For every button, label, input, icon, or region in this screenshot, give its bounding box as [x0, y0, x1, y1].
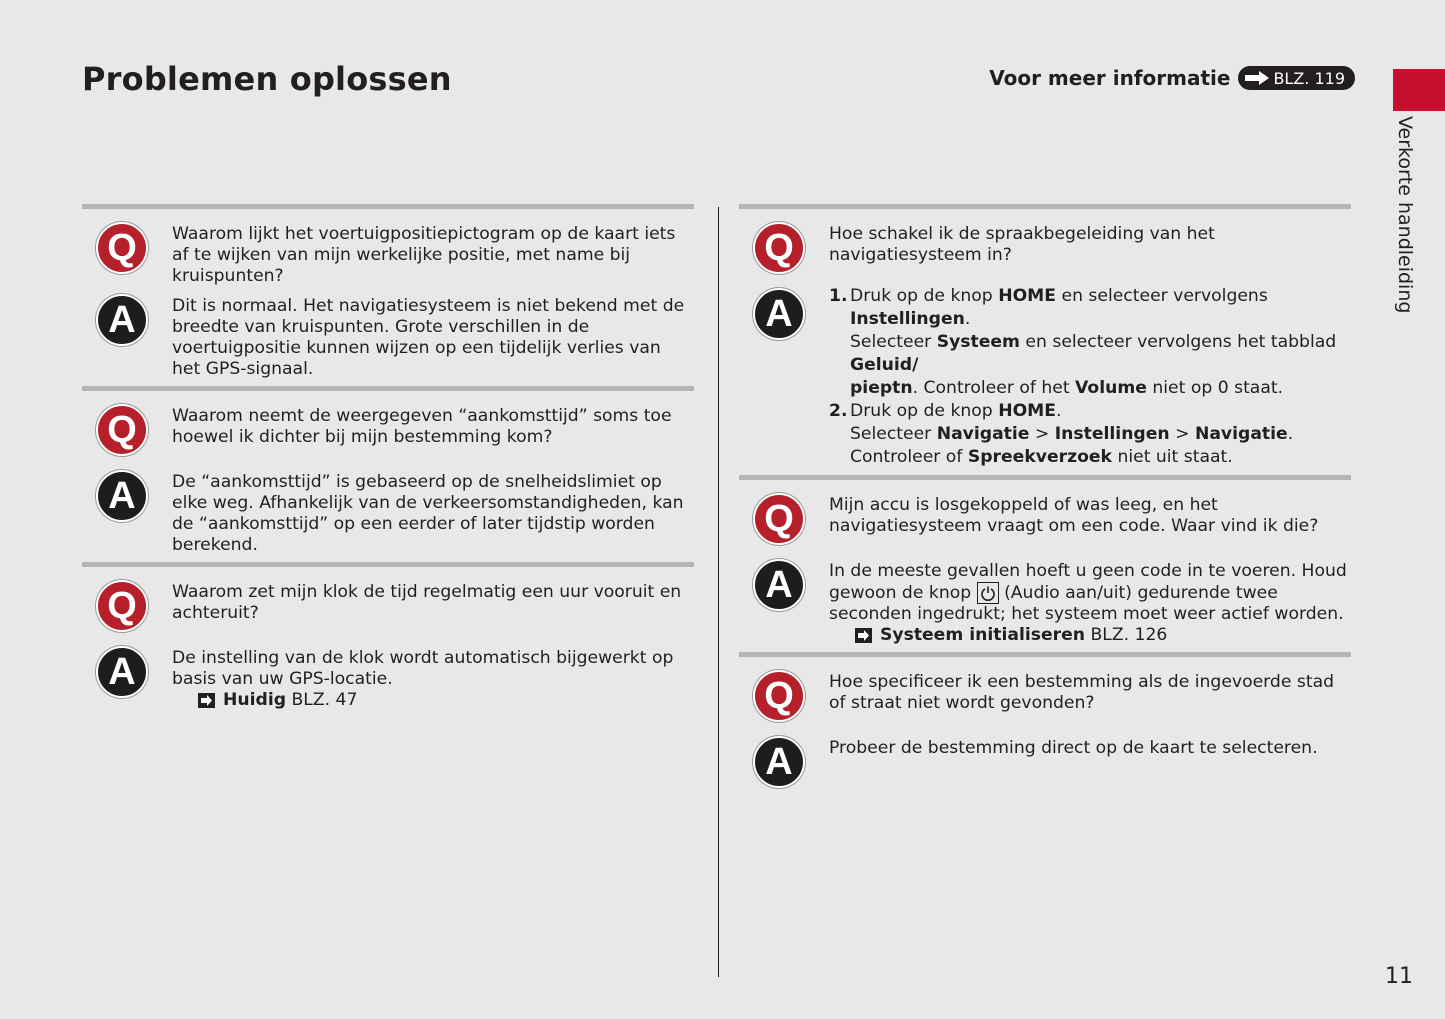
power-icon	[977, 582, 999, 604]
left-column	[82, 204, 694, 717]
step-item: 1. Druk op de knop HOME en selecteer vervolgens Instellingen. Selecteer Systeem en selecteer vervolgens het tabblad Geluid/ pieptn. Controleer of het Volume niet op 0 staat.	[829, 286, 1337, 398]
question-text: Mijn accu is losgekoppeld of was leeg, en het navigatiesysteem vraagt om een code. Waar vind ik die?	[829, 495, 1319, 536]
qa-item	[739, 475, 1351, 652]
right-column	[739, 204, 1351, 801]
answer-icon: A	[96, 470, 148, 522]
qa-item	[82, 386, 694, 562]
answer-text: De instelling van de klok wordt automatisch bijgewerkt op basis van uw GPS-locatie.	[172, 648, 674, 689]
question-icon: Q	[753, 493, 805, 545]
answer-text: In de meeste gevallen hoeft u geen code in te voeren. Houd gewoon de knop (Audio aan/uit) gedurende twee seconden ingedrukt; het systeem moet weer actief worden.	[829, 561, 1347, 624]
reference-title: Huidig	[223, 690, 287, 710]
reference-arrow-icon	[198, 693, 215, 708]
step-item: 2. Druk op de knop HOME. Selecteer Navigatie > Instellingen > Navigatie. Controleer of Spreekverzoek niet uit staat.	[829, 401, 1294, 467]
reference-page: BLZ. 126	[1090, 625, 1168, 645]
question-icon: Q	[753, 670, 805, 722]
page-title: Problemen oplossen	[82, 60, 452, 98]
more-info-label: Voor meer informatie	[989, 66, 1231, 90]
qa-item	[739, 652, 1351, 801]
qa-item	[739, 204, 1351, 475]
reference-arrow-icon	[855, 628, 872, 643]
more-info-reference[interactable]	[989, 66, 1355, 90]
answer-text: Probeer de bestemming direct op de kaart te selecteren.	[829, 738, 1318, 758]
qa-item	[82, 562, 694, 717]
cross-reference-link[interactable]	[829, 625, 1351, 646]
question-text: Waarom zet mijn klok de tijd regelmatig een uur vooruit en achteruit?	[172, 582, 682, 623]
question-text: Waarom lijkt het voertuigpositiepictogram op de kaart iets af te wijken van mijn werkelijke positie, met name bij kruispunten?	[172, 224, 676, 286]
step-number: 1.	[829, 286, 848, 306]
arrow-right-icon	[1244, 71, 1270, 85]
question-text: Hoe specificeer ik een bestemming als de ingevoerde stad of straat niet wordt gevonden?	[829, 672, 1335, 713]
answer-icon: A	[96, 294, 148, 346]
answer-icon: A	[753, 736, 805, 788]
question-icon: Q	[96, 404, 148, 456]
answer-text: Dit is normaal. Het navigatiesysteem is niet bekend met de breedte van kruispunten. Grote verschillen in de voertuigpositie kunnen wijzen op een tijdelijk verlies van het GPS-signaal.	[172, 296, 685, 379]
reference-title: Systeem initialiseren	[880, 625, 1085, 645]
question-text: Waarom neemt de weergegeven “aankomsttijd” soms toe hoewel ik dichter bij mijn bestemming kom?	[172, 406, 672, 447]
question-icon: Q	[96, 580, 148, 632]
answer-icon: A	[96, 646, 148, 698]
question-icon: Q	[96, 222, 148, 274]
answer-text: De “aankomsttijd” is gebaseerd op de snelheidslimiet op elke weg. Afhankelijk van de verkeersomstandigheden, kan de “aankomsttijd” op een eerder of later tijdstip worden berekend.	[172, 472, 684, 555]
page-number: 11	[1385, 964, 1413, 989]
reference-page: BLZ. 47	[291, 690, 358, 710]
page-ref-label: BLZ. 119	[1273, 68, 1345, 88]
step-number: 2.	[829, 401, 848, 421]
steps-list	[829, 285, 1351, 469]
question-text: Hoe schakel ik de spraakbegeleiding van het navigatiesysteem in?	[829, 224, 1215, 265]
cross-reference-link[interactable]	[172, 690, 694, 711]
qa-item	[82, 204, 694, 386]
question-icon: Q	[753, 222, 805, 274]
answer-icon: A	[753, 288, 805, 340]
page-ref-pill[interactable]	[1238, 66, 1355, 90]
column-divider	[718, 207, 719, 977]
answer-icon: A	[753, 559, 805, 611]
section-tab-label[interactable]: Verkorte handleiding	[1394, 116, 1416, 314]
section-tab-marker[interactable]	[1393, 69, 1445, 111]
